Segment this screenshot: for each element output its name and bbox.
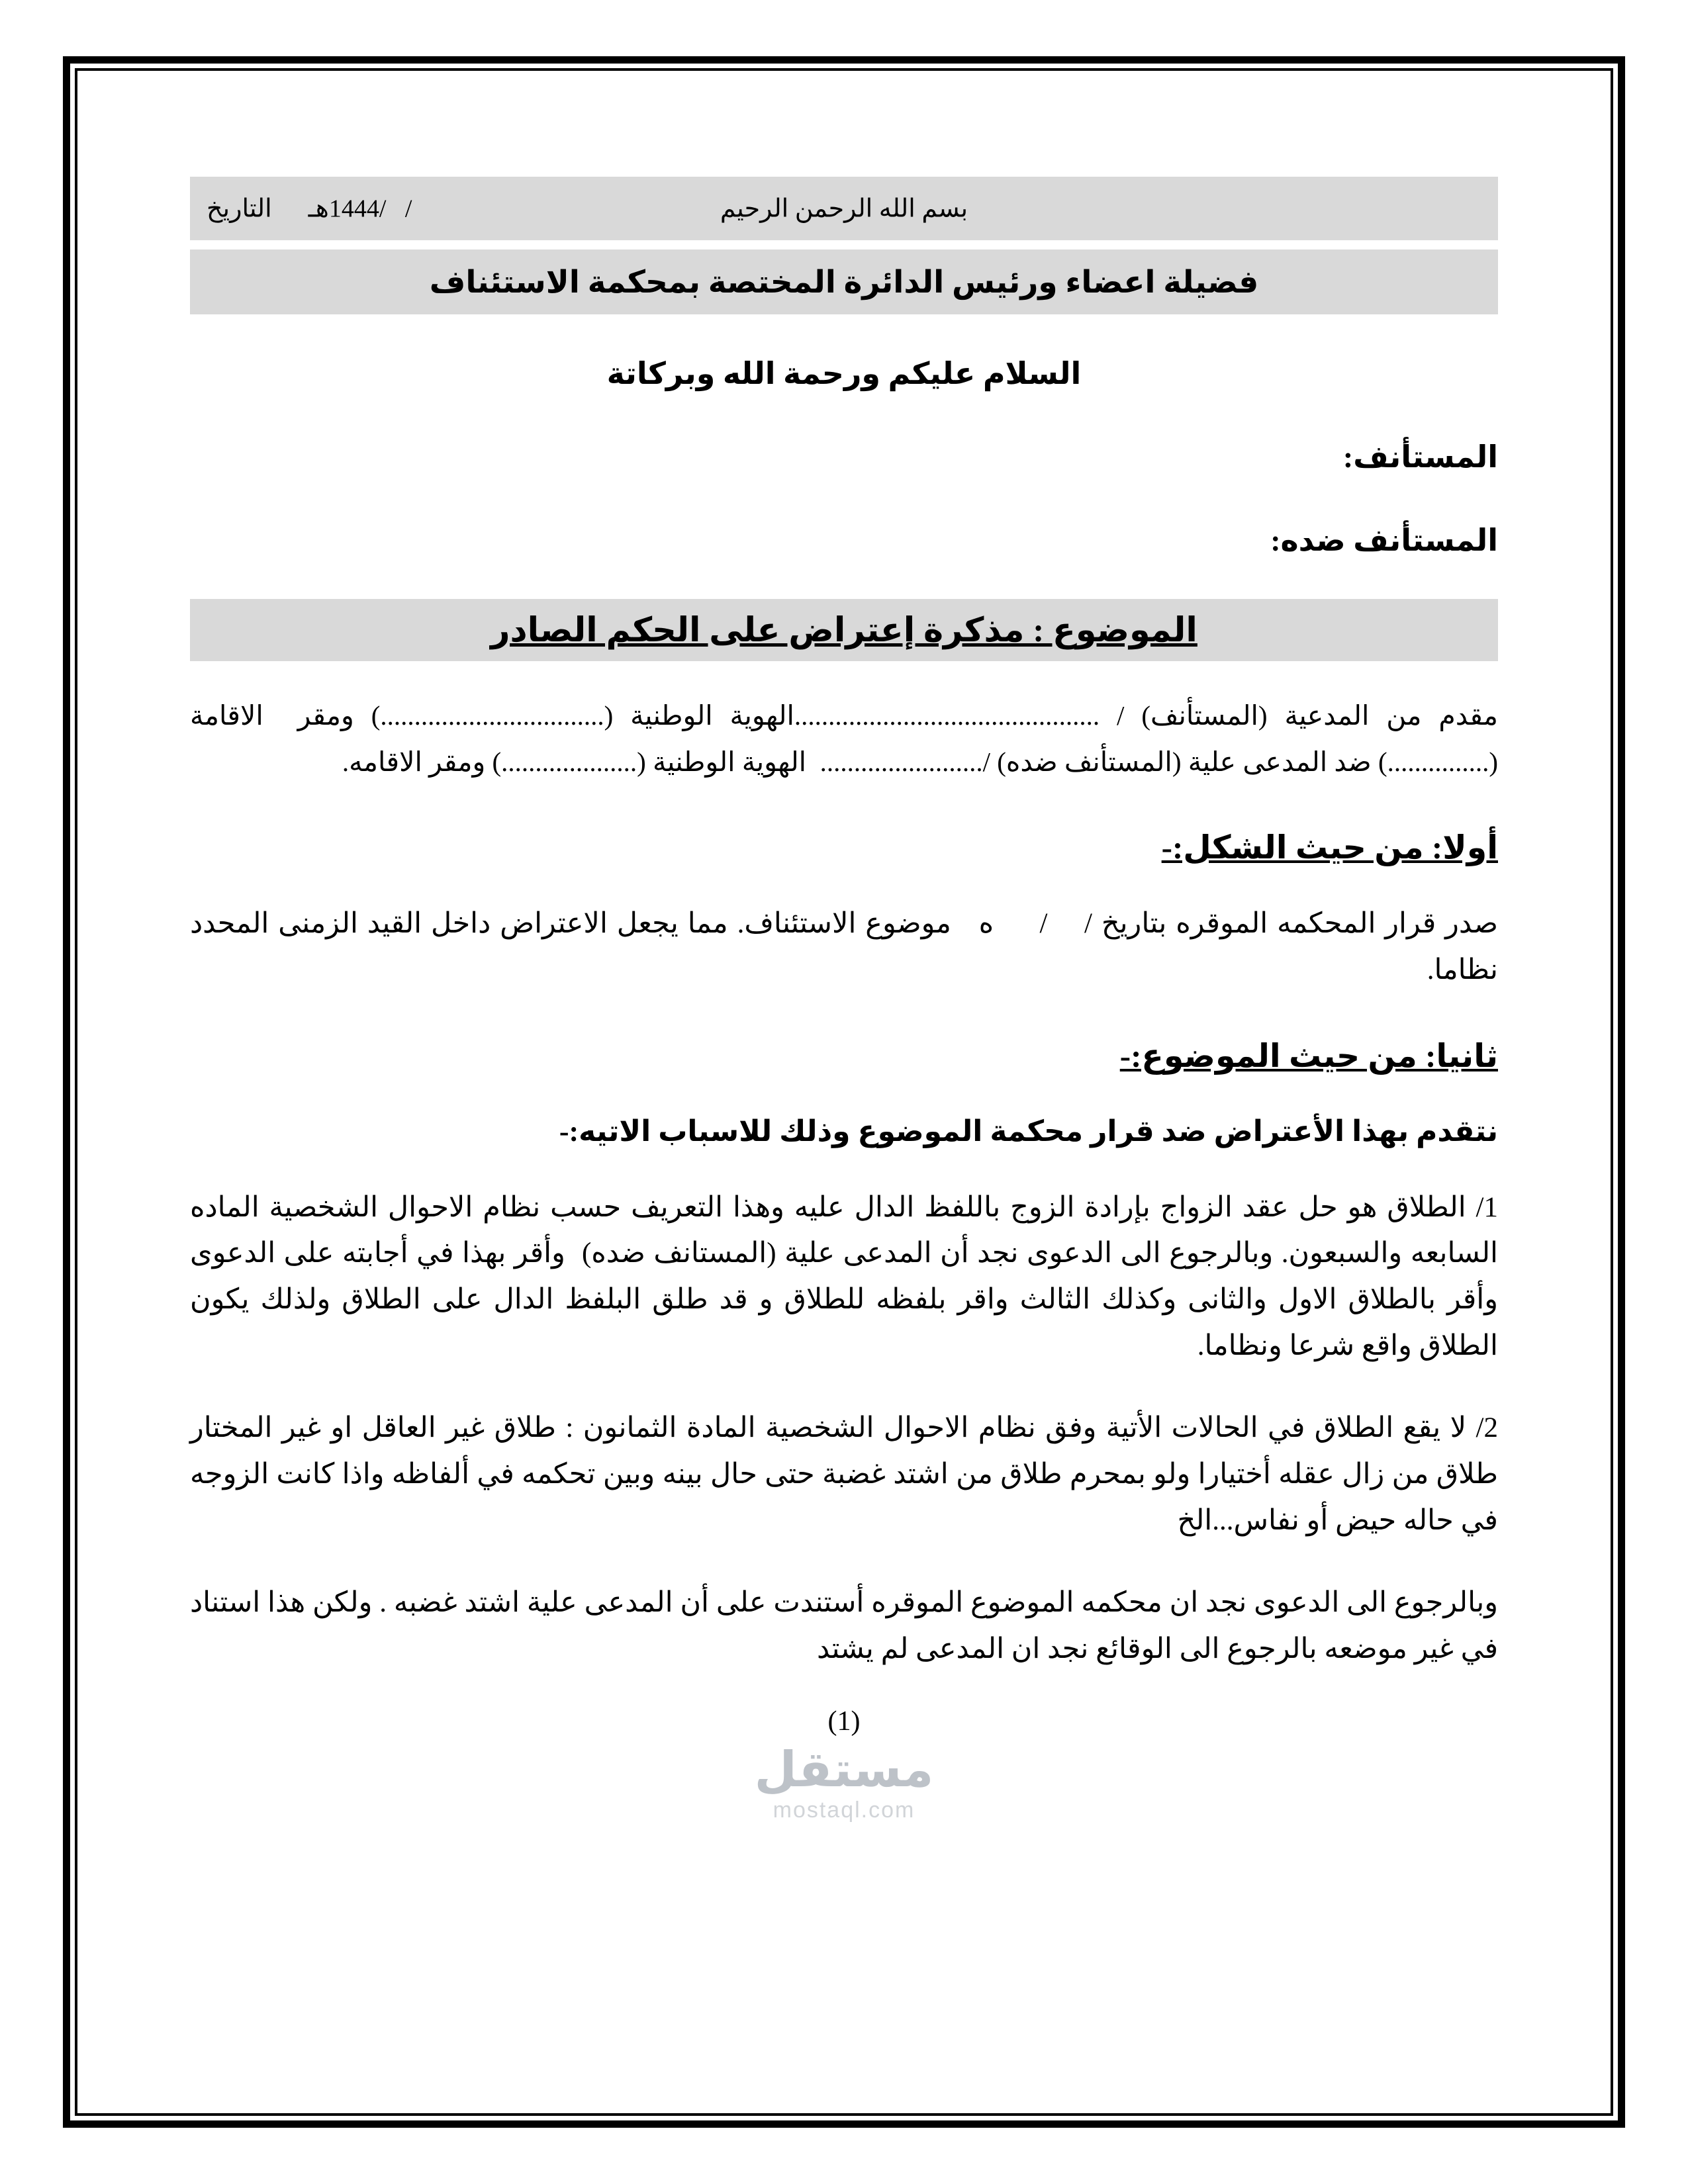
section-subject-intro: نتقدم بهذا الأعتراض ضد قرار محكمة الموضوع وذلك للاسباب الاتيه:- [559, 1115, 1498, 1148]
argument-paragraph-3: وبالرجوع الى الدعوى نجد ان محكمه الموضوع الموقره أستندت على أن المدعى علية اشتد غضبه . ولكن هذا استناد في غير موضعه بالرجوع الى الوقائع نجد ان المدعى لم يشتد [190, 1587, 1498, 1664]
subject-bar [190, 599, 1498, 661]
date-field [207, 194, 412, 224]
watermark-logo: مستقل [754, 1743, 934, 1797]
appellee-label: المستأنف ضده: [1270, 523, 1498, 557]
page-border-inner [75, 68, 1613, 2116]
intro-paragraph: مقدم من المدعية (المستأنف) / .............................................الهوية الوطنية (.................................) ومقر الاقامة (...............) ضد المدعى علية (المستأنف ضده) /........................ الهوية الوطنية (....................) ومقر الاقامه. [190, 700, 1498, 777]
date-label: التاريخ [207, 195, 272, 223]
section-form-body: صدر قرار المحكمه الموقره بتاريخ / / ه موضوع الاستئناف. مما يجعل الاعتراض داخل القيد الزمنى المحدد نظاما. [183, 908, 1498, 986]
recipient-title-bar [190, 250, 1498, 314]
appellant-label: المستأنف: [1342, 440, 1498, 474]
section-form-heading-text: أولا: من حيث الشكل:- [1161, 829, 1498, 866]
watermark-url: mostaql.com [773, 1797, 915, 1823]
date-value: / /1444هـ [308, 195, 412, 223]
argument-paragraph-1: 1/ الطلاق هو حل عقد الزواج بإرادة الزوج باللفظ الدال عليه وهذا التعريف حسب نظام الاحوال الشخصية الماده السابعه والسبعون. وبالرجوع الى الدعوى نجد أن المدعى علية (المستانف ضده) وأقر بهذا في أجابته على الدعوى وأقر بالطلاق الاول والثانى وكذلك الثالث واقر بلفظه للطلاق و قد طلق البلفظ الدال على الطلاق ولذلك يكون الطلاق واقع شرعا ونظاما. [190, 1191, 1498, 1361]
basmala-text: بسم الله الرحمن الرحيم [720, 195, 968, 223]
section-form-heading [190, 829, 1498, 866]
section-subject-heading-text: ثانيا: من حيث الموضوع:- [1119, 1037, 1498, 1074]
page-border-outer [63, 56, 1625, 2128]
watermark [190, 1744, 1498, 1823]
greeting: السلام عليكم ورحمة الله وبركاتة [606, 357, 1082, 390]
header-bar [190, 177, 1498, 240]
section-subject-heading [190, 1037, 1498, 1075]
subject-title: الموضوع : مذكرة إعتراض على الحكم الصادر [491, 612, 1197, 649]
recipient-title: فضيلة اعضاء ورئيس الدائرة المختصة بمحكمة الاستئناف [429, 265, 1259, 300]
argument-paragraph-2: 2/ لا يقع الطلاق في الحالات الأتية وفق نظام الاحوال الشخصية المادة الثمانون : طلاق غير العاقل او غير المختار طلاق من زال عقله أختيارا ولو بمحرم طلاق من اشتد غضبة حتى حال بينه وبين تحكمه في ألفاظه واذا كانت الزوجه في حاله حيض أو نفاس...الخ [190, 1412, 1498, 1536]
page-number: (1) [827, 1706, 861, 1737]
